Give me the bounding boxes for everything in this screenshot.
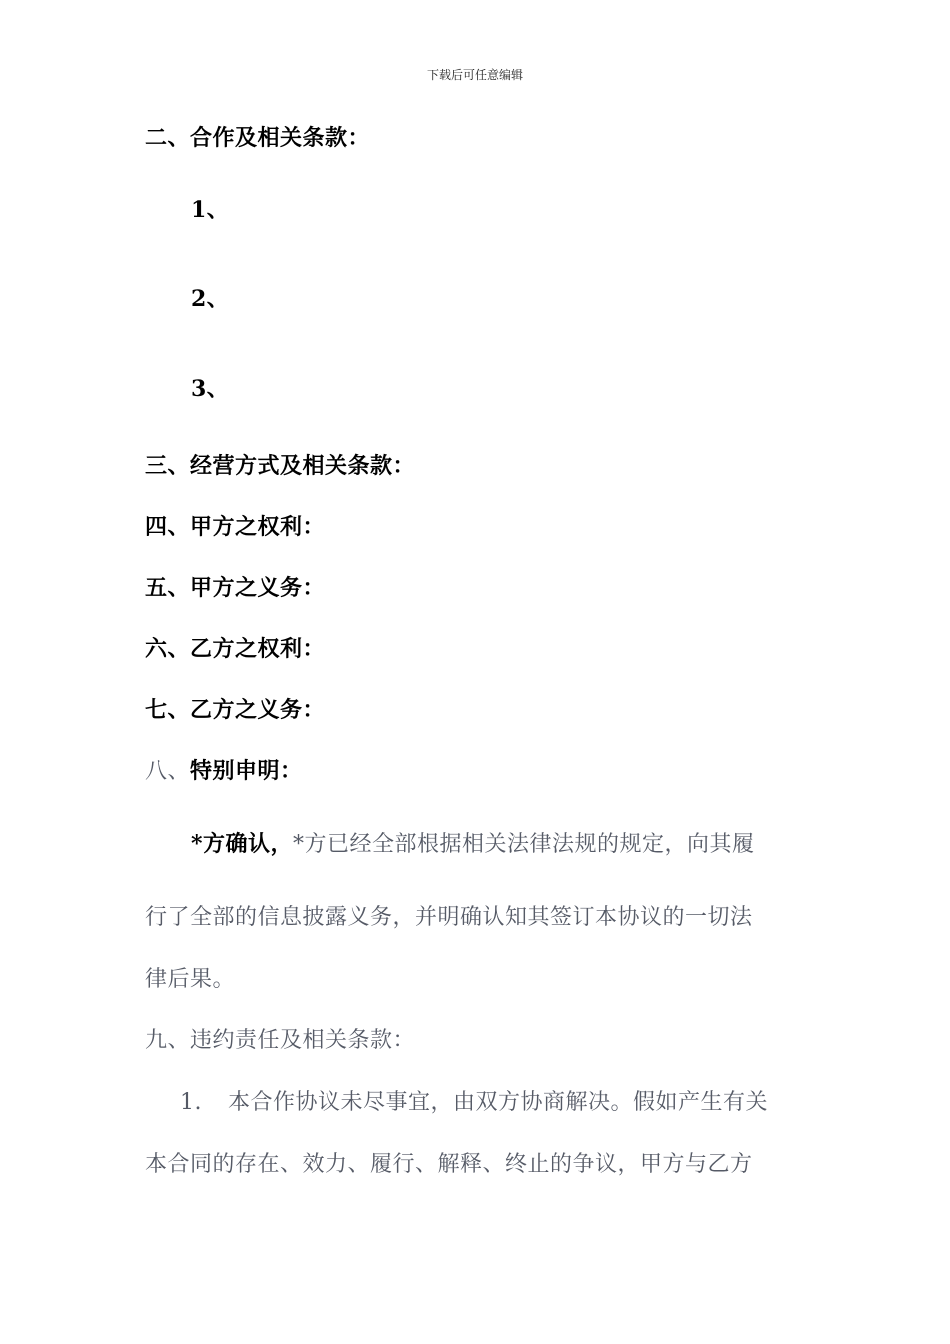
section-9-item-1-text: 本合作协议未尽事宜，由双方协商解决。假如产生有关 xyxy=(228,1090,769,1115)
section-2-item-1: 1、 xyxy=(191,197,230,223)
section-9-item-1-number: 1. xyxy=(180,1090,202,1115)
section-3-heading: 三、经营方式及相关条款： xyxy=(145,453,416,479)
section-8-paragraph-line-3: 律后果。 xyxy=(145,967,236,992)
section-7-heading: 七、乙方之义务： xyxy=(145,697,326,723)
section-6-heading: 六、乙方之权利： xyxy=(145,636,326,662)
section-4-heading: 四、甲方之权利： xyxy=(145,514,326,540)
section-8-paragraph-line-2: 行了全部的信息披露义务，并明确认知其签订本协议的一切法 xyxy=(145,905,753,930)
section-8-bold-lead: *方确认， xyxy=(191,831,294,857)
section-2-item-3: 3、 xyxy=(191,376,230,402)
section-9-item-1-continued: 本合同的存在、效力、履行、解释、终止的争议，甲方与乙方 xyxy=(145,1152,753,1177)
section-8-text: *方已经全部根据相关法律法规的规定，向其履 xyxy=(293,832,755,857)
section-2-item-2: 2、 xyxy=(191,286,230,312)
section-8-title: 特别申明： xyxy=(190,758,303,784)
section-8-paragraph-line-1 xyxy=(191,829,755,860)
section-2-heading: 二、合作及相关条款： xyxy=(145,125,371,151)
section-9-heading: 九、违约责任及相关条款： xyxy=(145,1028,416,1053)
section-8-heading xyxy=(145,756,303,787)
page-header: 下载后可任意编辑 xyxy=(426,68,523,82)
section-8-number: 八、 xyxy=(145,759,191,784)
section-5-heading: 五、甲方之义务： xyxy=(145,575,326,601)
